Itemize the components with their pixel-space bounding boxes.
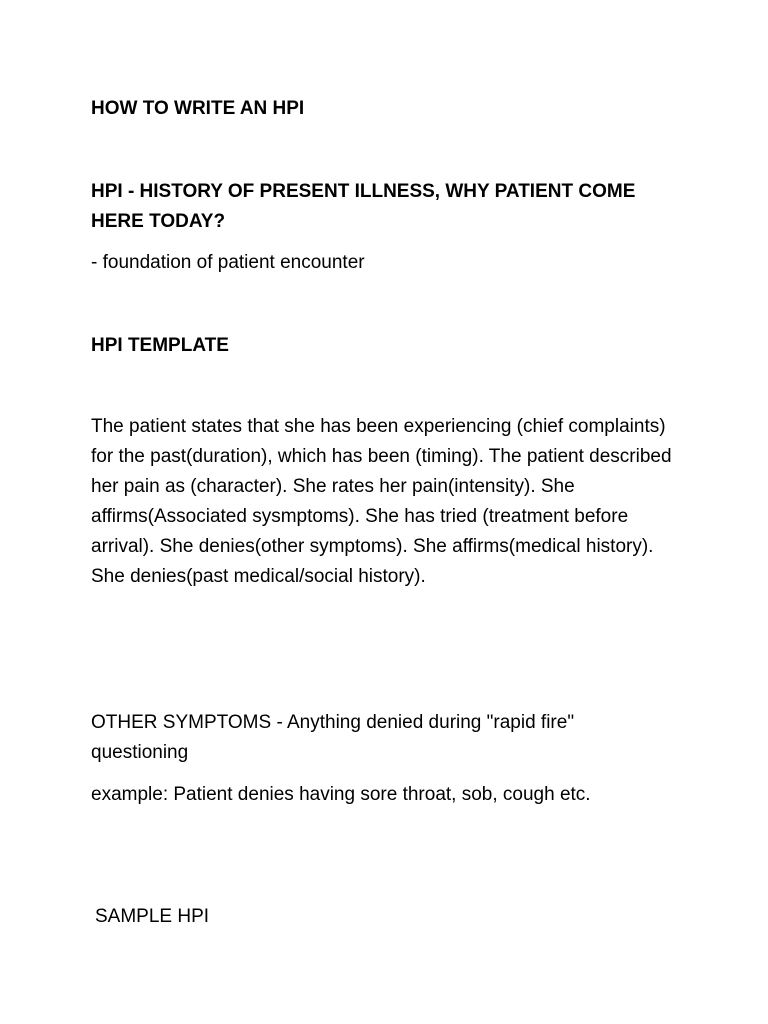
hpi-template-heading: HPI TEMPLATE [91, 335, 229, 356]
document-title: HOW TO WRITE AN HPI [91, 98, 305, 119]
hpi-definition-heading: HPI - HISTORY OF PRESENT ILLNESS, WHY PATIENT COME HERE TODAY? [91, 181, 636, 232]
hpi-definition-description: - foundation of patient encounter [91, 252, 365, 273]
sample-hpi-heading: SAMPLE HPI [95, 906, 210, 927]
other-symptoms-definition: OTHER SYMPTOMS - Anything denied during "rapid fire" questioning [91, 712, 575, 763]
other-symptoms-example: example: Patient denies having sore throat, sob, cough etc. [91, 784, 591, 805]
hpi-template-paragraph: The patient states that she has been experiencing (chief complaints) for the past(duration), which has been (timing). The patient described her pain as (character). She rates her pain(intensity). She affirms(Associated sysmptoms). She has tried (treatment before arrival). She denies(other symptoms). She affirms(medical history). She denies(past medical/social history). [91, 416, 672, 587]
